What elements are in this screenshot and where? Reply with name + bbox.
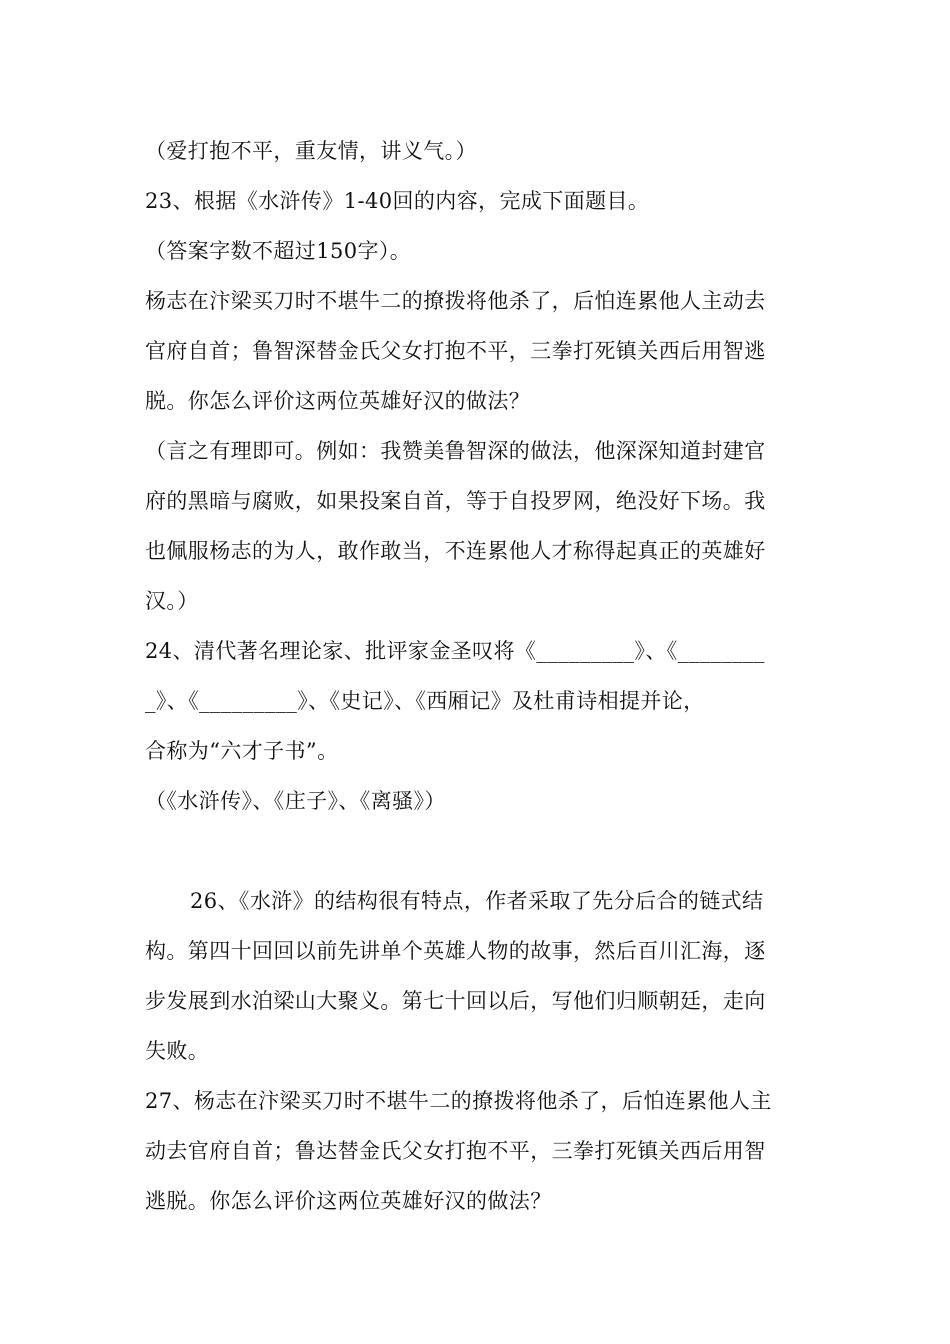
question-24-line: _》、《_________》、《史记》、《西厢记》及杜甫诗相提并论， <box>145 689 705 713</box>
question-27-line: 27、杨志在汴梁买刀时不堪牛二的撩拨将他杀了，后怕连累他人主 <box>145 1089 772 1113</box>
answer-23-line: 也佩服杨志的为人，敢作敢当，不连累他人才称得起真正的英雄好 <box>145 539 766 563</box>
answer-24: （《水浒传》、《庄子》、《离骚》） <box>145 789 446 813</box>
question-27-line: 逃脱。你怎么评价这两位英雄好汉的做法？ <box>145 1189 552 1213</box>
question-24-line: 24、清代著名理论家、批评家金圣叹将《_________》、《________ <box>145 639 765 663</box>
item-26-line: 步发展到水泊梁山大聚义。第七十回以后，写他们归顺朝廷，走向 <box>145 989 766 1013</box>
item-26-line: 失败。 <box>145 1039 210 1063</box>
question-27-line: 动去官府自首；鲁达替金氏父女打抱不平，三拳打死镇关西后用智 <box>145 1139 766 1163</box>
question-24-line: 合称为“六才子书”。 <box>145 739 339 763</box>
question-23-text-line: 脱。你怎么评价这两位英雄好汉的做法？ <box>145 389 531 413</box>
answer-22: （爱打抱不平，重友情，讲义气。） <box>145 139 477 163</box>
answer-23-line: （言之有理即可。例如：我赞美鲁智深的做法，他深深知道封建官 <box>145 439 766 463</box>
item-26-line: 构。第四十回回以前先讲单个英雄人物的故事，然后百川汇海，逐 <box>145 939 766 963</box>
question-23-title: 23、根据《水浒传》1-40回的内容，完成下面题目。 <box>145 189 650 213</box>
question-23-text-line: 官府自首；鲁智深替金氏父女打抱不平，三拳打死镇关西后用智逃 <box>145 339 766 363</box>
question-23-note: （答案字数不超过150字）。 <box>145 239 412 263</box>
item-26-line: 26、《水浒》的结构很有特点，作者采取了先分后合的链式结 <box>190 889 764 913</box>
question-23-text-line: 杨志在汴梁买刀时不堪牛二的撩拨将他杀了，后怕连累他人主动去 <box>145 289 766 313</box>
answer-23-line: 府的黑暗与腐败，如果投案自首，等于自投罗网，绝没好下场。我 <box>145 489 766 513</box>
answer-23-line: 汉。） <box>145 589 199 613</box>
